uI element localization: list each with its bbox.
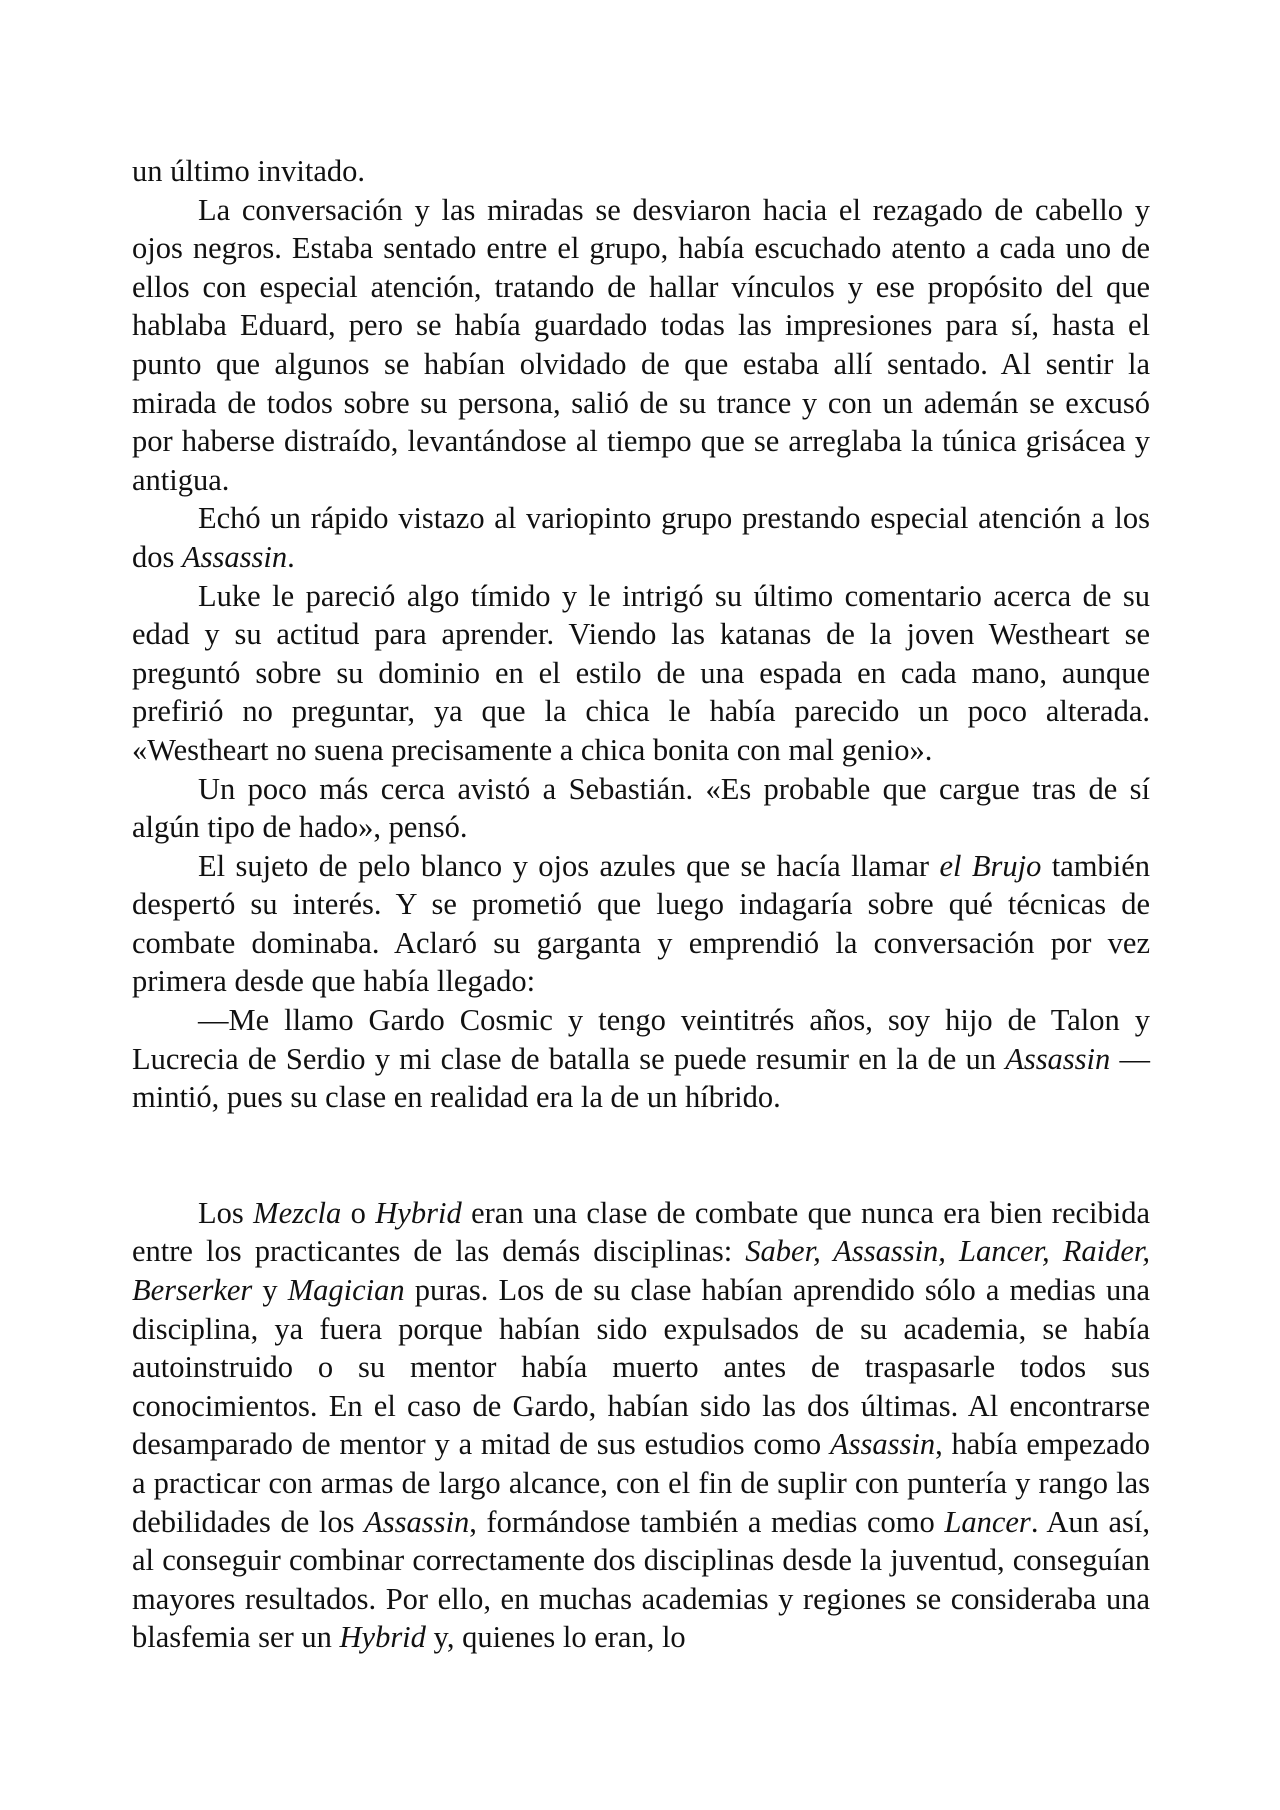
p8-run-11: Assassin xyxy=(364,1504,470,1539)
paragraph-2-text: La conversación y las miradas se desviaron hacia el rezagado de cabello y ojos negros. Estaba sentado entre el grupo, había escuchado atento a cada uno de ellos con especial atención, tratando de hallar vínculos y ese propósito del que hablaba Eduard, pero se había guardado todas las impresiones para sí, hasta el punto que algunos se habían olvidado de que estaba allí sentado. Al sentir la mirada de todos sobre su persona, salió de su trance y con un ademán se excusó por haberse distraído, levantándose al tiempo que se arreglaba la túnica grisácea y antigua. xyxy=(132,192,1150,497)
p8-run-12: , formándose también a medias como xyxy=(469,1504,945,1539)
p8-run-10: , había empezado a practicar con armas de largo alcance, con el fin de suplir con puntería y rango las debilidades de los xyxy=(132,1427,1151,1539)
paragraph-2 xyxy=(132,191,1150,500)
paragraph-8 xyxy=(132,1194,1150,1657)
p8-run-2: o xyxy=(341,1195,376,1230)
paragraph-5 xyxy=(132,770,1150,847)
paragraph-1-text: un último invitado. xyxy=(132,154,365,188)
dialogue-text: —Me llamo Gardo Cosmic y tengo veintitrés años, soy hijo de Talon y Lucrecia de Serdio y mi clase de batalla se puede resumir en la de un xyxy=(132,1003,1150,1076)
paragraph-5-text: Un poco más cerca avistó a Sebastián. «Es probable que cargue tras de sí algún tipo de hado», pensó. xyxy=(132,771,1150,845)
p8-run-4: eran una clase de combate que nunca era bien recibida entre los practicantes de las demás disciplinas: xyxy=(132,1195,1151,1269)
paragraph-1 xyxy=(132,152,1150,191)
paragraph-4 xyxy=(132,577,1150,770)
p8-run-0: Los xyxy=(198,1195,254,1230)
p8-run-13: Lancer xyxy=(944,1504,1031,1539)
p8-run-16: y, quienes lo eran, lo xyxy=(425,1620,686,1655)
paragraph-3-end: . xyxy=(287,539,295,574)
paragraph-6-italic: el Brujo xyxy=(939,848,1042,883)
p8-run-5: Saber, Assassin, Lancer, Raider, Berserker xyxy=(132,1234,1151,1308)
dialogue-end: —mintió, pues su clase en realidad era la de un híbrido. xyxy=(132,1041,1150,1115)
paragraph-4-text: Luke le pareció algo tímido y le intrigó su último comentario acerca de su edad y su actitud para aprender. Viendo las katanas de la joven Westheart se preguntó sobre su dominio en el estilo de una espada en cada mano, aunque prefirió no preguntar, ya que la chica le había parecido un poco alterada. «Westheart no suena precisamente a chica bonita con mal genio». xyxy=(132,578,1150,767)
dialogue-italic: Assassin xyxy=(1005,1041,1111,1076)
dialogue-paragraph xyxy=(132,1001,1150,1117)
p8-run-1: Mezcla xyxy=(253,1195,342,1230)
p8-run-9: Assassin xyxy=(829,1427,936,1462)
paragraph-6-text: El sujeto de pelo blanco y ojos azules que se hacía llamar xyxy=(198,848,940,883)
paragraph-3-italic: Assassin xyxy=(182,539,288,574)
paragraph-6 xyxy=(132,847,1150,1001)
section-break xyxy=(132,1117,1150,1194)
paragraph-6-end: también despertó su interés. Y se prometió que luego indagaría sobre qué técnicas de combate dominaba. Aclaró su garganta y emprendió la conversación por vez primera desde que había llegado: xyxy=(132,848,1150,999)
p8-run-8: puras. Los de su clase habían aprendido sólo a medias una disciplina, ya fuera porque habían sido expulsados de su academia, se había autoinstruido o su mentor había muerto antes de traspasarle todos sus conocimientos. En el caso de Gardo, habían sido las dos últimas. Al encontrarse desamparado de mentor y a mitad de sus estudios como xyxy=(132,1273,1150,1462)
p8-run-7: Magician xyxy=(287,1273,405,1308)
paragraph-3 xyxy=(132,499,1150,576)
page-body xyxy=(132,152,1150,1657)
paragraph-3-text: Echó un rápido vistazo al variopinto grupo prestando especial atención a los dos xyxy=(132,501,1150,574)
p8-run-6: y xyxy=(252,1273,288,1308)
p8-run-3: Hybrid xyxy=(375,1195,462,1230)
p8-run-14: . Aun así, al conseguir combinar correctamente dos disciplinas desde la juventud, conseguían mayores resultados. Por ello, en muchas academias y regiones se consideraba una blasfemia ser un xyxy=(132,1504,1150,1655)
p8-run-15: Hybrid xyxy=(339,1620,426,1655)
